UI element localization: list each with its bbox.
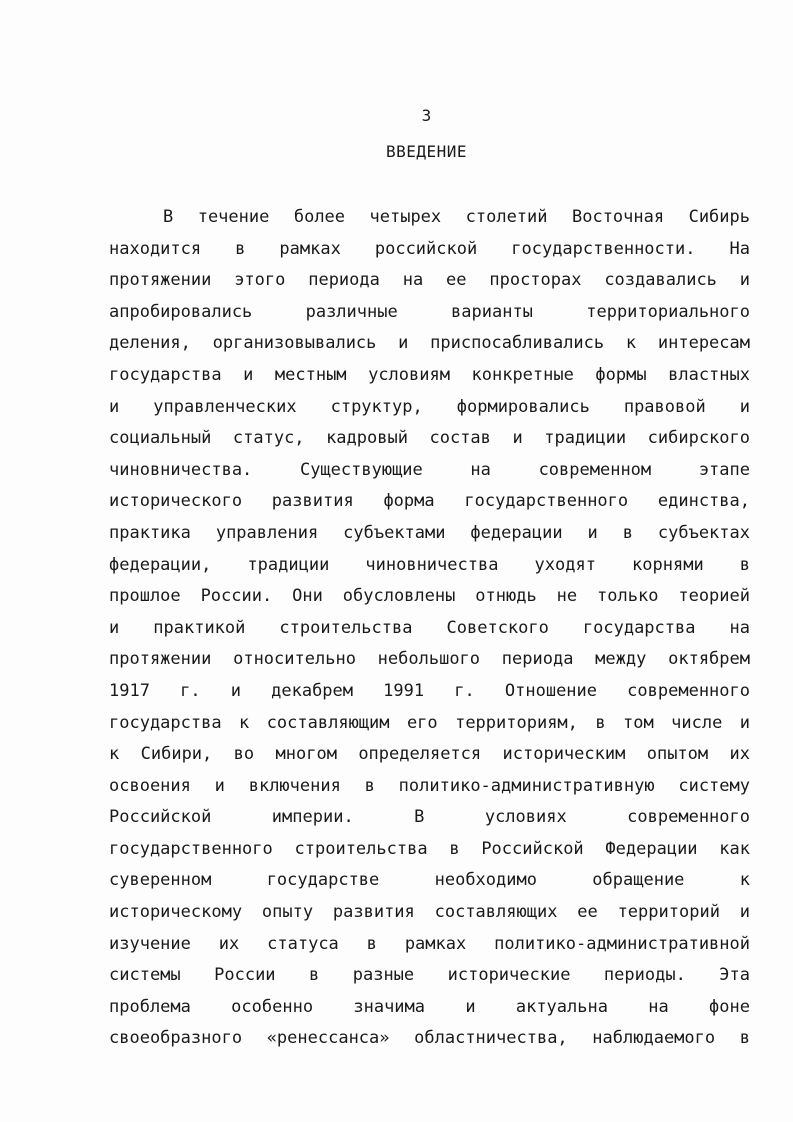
text-line: историческому опыту развития составляющих ее территорий и [109, 902, 750, 923]
text-line: федерации, традиции чиновничества уходят корнями в [109, 554, 750, 575]
text-line: суверенном государстве необходимо обращение к [109, 870, 750, 891]
text-line: апробировались различные варианты территориального [109, 301, 750, 322]
text-line: практика управления субъектами федерации и в субъектах [109, 522, 750, 543]
section-heading: ВВЕДЕНИЕ [385, 142, 468, 161]
text-line: изучение их статуса в рамках политико-административной [109, 933, 750, 954]
text-line: и практикой строительства Советского государства на [109, 617, 750, 638]
text-line: исторического развития форма государственного единства, [109, 491, 750, 512]
page-number: 3 [421, 106, 432, 125]
text-line: государства и местным условиям конкретные формы властных [109, 364, 750, 385]
text-line: деления, организовывались и приспосабливались к интересам [109, 333, 750, 354]
body-paragraph [109, 202, 750, 1055]
text-line: протяжении относительно небольшого периода между октябрем [109, 649, 750, 670]
text-line: протяжении этого периода на ее просторах создавались и [109, 270, 750, 291]
text-line: чиновничества. Существующие на современном этапе [109, 459, 750, 480]
text-line: находится в рамках российской государственности. На [109, 238, 750, 259]
text-line: системы России в разные исторические периоды. Эта [109, 965, 750, 986]
text-line: проблема особенно значима и актуальна на фоне [109, 996, 750, 1017]
text-line: В течение более четырех столетий Восточная Сибирь [163, 207, 750, 227]
text-line: Российской империи. В условиях современного [109, 807, 750, 828]
text-line: освоения и включения в политико-административную систему [109, 775, 750, 796]
text-line: прошлое России. Они обусловлены отнюдь не только теорией [109, 586, 750, 607]
text-line: своеобразного «ренессанса» областничества, наблюдаемого в [109, 1028, 750, 1049]
text-line: к Сибири, во многом определяется историческим опытом их [109, 744, 750, 765]
text-line: 1917 г. и декабрем 1991 г. Отношение современного [109, 680, 750, 701]
text-line: социальный статус, кадровый состав и традиции сибирского [109, 428, 750, 449]
text-line: государства к составляющим его территориям, в том числе и [109, 712, 750, 733]
text-line: и управленческих структур, формировались правовой и [109, 396, 750, 417]
text-line: государственного строительства в Российской Федерации как [109, 838, 750, 859]
